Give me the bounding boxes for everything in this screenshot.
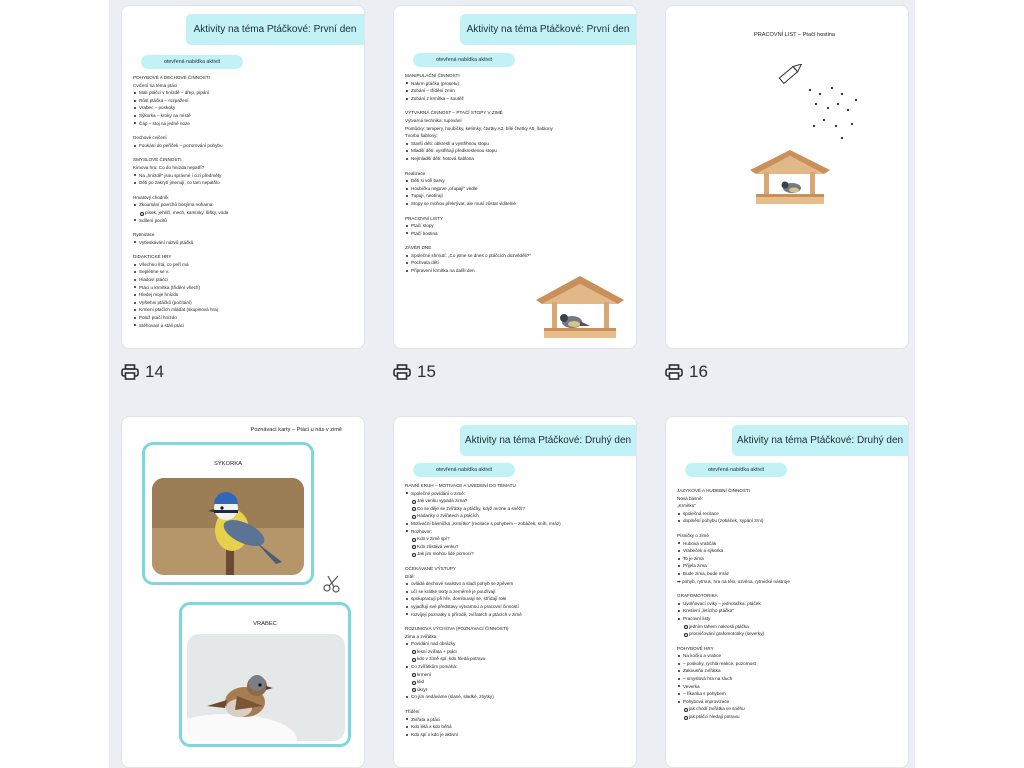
page-body <box>677 487 790 721</box>
text-line: POHYBOVÉ HRY <box>677 645 714 651</box>
text-line: Pracovní listy <box>677 615 790 623</box>
text-line: Nakrm ptáčka (prosetu) <box>405 80 553 88</box>
page-body <box>133 74 228 329</box>
text-line: MANIPULAČNÍ ČINNOSTI <box>405 73 460 78</box>
text-line: Zobání – třídění zrnin <box>405 87 553 95</box>
text-line: VÝTVARNÁ ČINNOST – PTAČÍ STOPY V ZIMĚ <box>405 110 503 116</box>
text-line: Vrabec – poskoky <box>133 104 228 112</box>
page-number: 14 <box>145 362 164 381</box>
text-line: Pohybová improvizace <box>677 698 790 706</box>
text-line: Děti si volí barvy <box>405 177 553 185</box>
page-thumbnail-18[interactable] <box>393 416 637 768</box>
text-line: Vyšlehni ptáčků (počítání) <box>133 299 228 307</box>
document-grid[interactable] <box>109 0 915 768</box>
text-line: Polož ptačí hnízdo <box>133 314 228 322</box>
text-line: Pomůcky: tempery, houbičky, kelímky, čtvrtky A3, bílé čtvrtky A5, šablony <box>405 125 553 131</box>
page-thumbnail-15[interactable] <box>393 5 637 349</box>
text-line: – poskoky, rychlá reakce, pozornost <box>677 660 790 668</box>
text-line: Veverka <box>677 683 790 691</box>
text-line: DIDAKTICKÉ HRY <box>133 254 172 260</box>
bird-feeder-illustration <box>748 148 832 208</box>
text-line: Uvolňovací cviky – jednotažka: ptáček <box>677 600 790 608</box>
text-line: GRAFOMOTORIKA <box>677 593 718 599</box>
page-header: Aktivity na téma Ptáčkové: Druhý den <box>460 425 636 456</box>
text-line: Zkoumání povrchů bosýma nohama: <box>133 201 228 209</box>
bird-name: VRABEC <box>253 621 277 627</box>
text-line: Vytleskávání názvů ptáčků <box>133 239 228 247</box>
text-line: Zima a zvířátka <box>405 633 437 639</box>
text-line: Nejmladší děti: hotová šablona <box>405 155 553 163</box>
printer-icon <box>393 364 411 380</box>
open-activities-pill: otevřená nabídka aktivit <box>413 53 515 67</box>
text-line: Stěhovaví a stálí ptáci <box>133 322 228 330</box>
text-line: Bude zima, bude mráz <box>677 570 790 578</box>
text-line: učí se krátké texty a zeměrně je používají <box>405 588 561 596</box>
text-line: Co jím nedáváme (slané, sladké, zbytky) <box>405 693 561 701</box>
text-line: Seplétme se v. <box>133 268 228 276</box>
text-line: jak chodí zvířátka ve sněhu <box>677 705 790 713</box>
text-line: Na kočku a vrabce <box>677 652 790 660</box>
text-line: spolupracují při hře, domlouvají se, střídají role <box>405 595 561 603</box>
worksheet-title: PRACOVNÍ LIST – Ptačí hostina <box>754 32 836 38</box>
text-line: ovládá dechové svalstvo a sladí pohyb se zpěvem <box>405 580 561 588</box>
text-line: Hádanky o zvířatech a ptácích <box>405 512 561 520</box>
text-line: krmení <box>405 671 561 679</box>
text-line: Mladší děti: vystřihají předkreslenou stopu <box>405 147 553 155</box>
text-line: Motivační básnička „Krmítko" (recitace s pohybem – zobáček, sníh, mráz) <box>405 520 561 528</box>
text-line: PRACOVNÍ LISTY <box>405 215 444 221</box>
text-line: Na „hnízdě" jsou správné i cizí předměty <box>133 172 228 180</box>
open-activities-pill: otevřená nabídka aktivit <box>141 55 243 69</box>
page-thumbnail-16[interactable] <box>665 5 909 349</box>
text-line: Vrabeček a sýkorka <box>677 547 790 555</box>
open-activities-pill: otevřená nabídka aktivit <box>413 463 515 477</box>
text-line: Rytmizace <box>133 232 155 238</box>
text-line: lesní zvířata + ptáci <box>405 648 561 656</box>
text-line: Kimova hra: Co do hnízda nepatří? <box>133 164 205 170</box>
text-line: OČEKÁVANÉ VÝSTUPY <box>405 565 456 571</box>
text-line: Pochvala dětí <box>405 259 553 267</box>
text-line: Krmení ptačích mláďat (skupinová hra) <box>133 306 228 314</box>
page-number: 15 <box>417 362 436 381</box>
open-activities-pill: otevřená nabídka aktivit <box>685 463 787 477</box>
text-line: Starší děti: obkreslí a vystřihnou stopu <box>405 140 553 148</box>
text-line: SMYSLOVÉ ČINNOSTI <box>133 157 182 163</box>
text-line: Hladoví ptáčci <box>133 276 228 284</box>
text-line: Sýkorka – kroky na místě <box>133 112 228 120</box>
text-line: ROZUMOVÁ VÝCHOVA (POZNÁVACÍ ČINNOSTI) <box>405 626 509 632</box>
text-line: jedním tahem nakresli ptáčka <box>677 623 790 631</box>
text-line: Výtvarná technika: tupování <box>405 117 462 123</box>
printer-icon <box>665 364 683 380</box>
page-body <box>405 482 561 738</box>
text-line: Dítě: <box>405 573 415 579</box>
page-header: Aktivity na téma Ptáčkové: Druhý den <box>732 425 908 456</box>
text-line: Přijela zima <box>677 562 790 570</box>
page-body <box>405 72 553 275</box>
text-line: Co zvířátkům pomáhá: <box>405 663 561 671</box>
pencil-dots-illustration <box>776 64 866 144</box>
blue-tit-photo <box>152 478 304 575</box>
text-line: Kdo spí x kdo je aktivní <box>405 731 561 739</box>
text-line: Společné povídání o zimě: <box>405 490 561 498</box>
text-line: úkryt <box>405 686 561 694</box>
bird-name: SÝKORKA <box>213 461 243 467</box>
text-line: Houbičku nejprve „oťupají" vedle <box>405 185 553 193</box>
text-line: Hmatový chodník <box>133 194 169 200</box>
page-thumbnail-17[interactable] <box>121 416 365 768</box>
text-line: – smyslová hra na sluch <box>677 675 790 683</box>
cards-title: Poznávací karty – Ptáci u nás v zimě <box>250 427 342 433</box>
text-line: POHYBOVÉ A DECHOVÉ ČINNOSTI <box>133 75 210 80</box>
text-line: Společné shrnutí: „Co jsme se dnes o ptáčcích dozvěděli?" <box>405 252 553 260</box>
text-line: rozvíjejí poznatky o přírodě, zvířatech a ptácích v zimě <box>405 611 561 619</box>
text-line: Foukání do peříček – pozorování pohybu <box>133 142 228 150</box>
text-line: společná recitace <box>677 510 790 518</box>
text-line: Povídání nad obrázky <box>405 640 561 648</box>
text-line: Ptačí hostina <box>405 230 553 238</box>
text-line: klid <box>405 678 561 686</box>
text-line: Malí ptáčci v hnízdě – dřep, pípání <box>133 89 228 97</box>
text-line: Hubová vrabčák <box>677 540 790 548</box>
text-line: Kdo zůstává venku? <box>405 543 561 551</box>
text-line: – říkanka s pohybem <box>677 690 790 698</box>
text-line: Ptáci u krmítka (třídění všech) <box>133 284 228 292</box>
text-line: písek, jehličí, mech, kamínky, šišky, voda <box>133 209 228 217</box>
text-line: Co se děje se zvířátky a ptáčky, když mrzne a sněží? <box>405 505 561 513</box>
text-line: Zobání z krmítka – soutěž <box>405 95 553 103</box>
page-label-15[interactable] <box>393 362 436 382</box>
text-line: Realizace <box>405 170 426 176</box>
text-line: Jak jim mohou lidé pomoci? <box>405 550 561 558</box>
text-line: Hledej moje hnízdo <box>133 291 228 299</box>
page-label-16[interactable] <box>665 362 708 382</box>
text-line: Zvířata a ptáci <box>405 716 561 724</box>
text-line: Čáp – stoj na jedné noze <box>133 120 228 128</box>
text-line: Sdílení pocitů <box>133 217 228 225</box>
text-line: Písničky o zimě <box>677 532 709 538</box>
page-header: Aktivity na téma Ptáčkové: První den <box>186 14 364 45</box>
page-thumbnail-14[interactable] <box>121 5 365 349</box>
text-line: RANNÍ KRUH – MOTIVACE A UVEDENÍ DO TÉMATU <box>405 483 516 488</box>
text-line: Růst ptáčka – rozpažení <box>133 97 228 105</box>
text-line: Připravení krmítka na další den <box>405 267 553 275</box>
text-line: jak ptáčci hledají potravu <box>677 713 790 721</box>
text-line: Tupují, neotírají <box>405 192 553 200</box>
text-line: Ptačí stopy <box>405 222 553 230</box>
bird-card-sykorka <box>142 442 314 585</box>
text-line: Rozhovor: <box>405 528 561 536</box>
scissors-icon <box>322 573 342 593</box>
text-line: Třídění <box>405 709 420 715</box>
text-line: Tvorba šablony: <box>405 133 438 139</box>
page-header: Aktivity na téma Ptáčkové: První den <box>460 14 636 45</box>
page-number: 16 <box>689 362 708 381</box>
text-line: Všechno lítá, co peří má <box>133 261 228 269</box>
text-line: „Krmítko" <box>677 503 696 509</box>
text-line: doplnění pohybu (zobáček, sypání zrní) <box>677 517 790 525</box>
sparrow-photo <box>187 634 345 741</box>
text-line: ➡ pohyb, rytmus, hra na tělo, ozvěna, rytmické nástroje <box>677 578 790 584</box>
text-line: kdo v zimě spí, kdo hledá potravu <box>405 655 561 663</box>
text-line: procvičování grafomotoriky (severky) <box>677 630 790 638</box>
text-line: Kdo létá x kdo běhá <box>405 723 561 731</box>
text-line: Jak venku vypadá zima? <box>405 497 561 505</box>
text-line: vyjadřují své představy výtvarnou a pracovní činností <box>405 603 561 611</box>
text-line: Kreslení „letícího ptáčka" <box>677 607 790 615</box>
text-line: Cvičení na téma ptáci <box>133 82 178 88</box>
bird-feeder-illustration <box>532 274 628 342</box>
text-line: ZÁVĚR DNE <box>405 245 432 251</box>
text-line: Zakousňá zvířátka <box>677 667 790 675</box>
page-thumbnail-19[interactable] <box>665 416 909 768</box>
text-line: Dechové cvičení <box>133 135 167 141</box>
text-line: Stopy se mohou překrývat, ale musí zůstat viditelné <box>405 200 553 208</box>
printer-icon <box>121 364 139 380</box>
text-line: Nová básně: <box>677 495 703 501</box>
text-line: JAZYKOVÉ A HUDEBNÍ ČINNOSTI <box>677 488 751 493</box>
text-line: Děti po zakrytí jmenují, co tam nepatřilo <box>133 179 228 187</box>
text-line: Kdo v zimě spí? <box>405 535 561 543</box>
bird-card-vrabec <box>179 602 351 747</box>
page-label-14[interactable] <box>121 362 164 382</box>
text-line: To je zima <box>677 555 790 563</box>
